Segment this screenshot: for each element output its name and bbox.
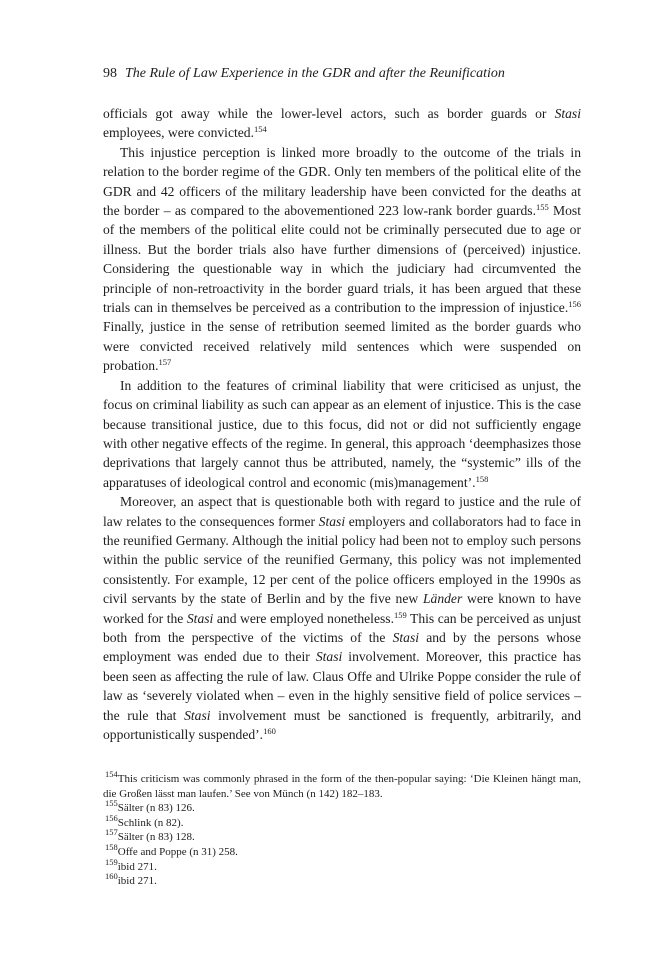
footnote-number: 158 [105,841,118,852]
running-title: The Rule of Law Experience in the GDR and after the Reunification [125,66,505,81]
italic-term: Stasi [184,707,211,723]
footnote-text: Offe and Poppe (n 31) 258. [117,845,238,858]
footnote-ref[interactable]: 154 [253,124,267,135]
footnote-text: ibid 271. [117,875,157,888]
italic-term: Stasi [318,513,346,529]
text-span: and were employed nonetheless. [213,610,394,626]
footnote-number: 154 [105,769,118,779]
footnote-text: This criticism was commonly phrased in the form of the then-popular saying: ‘Die Kleinen hängt man, die Großen lässt man laufen.’ See von Münch (n 142) 182–183. [103,773,581,800]
footnote-number: 159 [105,856,118,867]
footnote-156 [103,812,581,831]
footnote-number: 160 [105,871,118,882]
italic-term: Stasi [392,629,420,645]
footnote-ref[interactable]: 155 [535,202,549,213]
text-span: were known to have worked for the [103,591,581,626]
running-head [103,66,583,82]
text-span: This can be perceived as unjust both from the perspective of the victims of the [103,610,581,645]
footnote-number: 155 [105,798,118,809]
footnote-number: 156 [105,812,118,823]
footnote-text: Schlink (n 82). [117,816,184,829]
footnote-number: 157 [105,827,118,838]
footnote-155 [103,798,581,816]
text-span: Moreover, an aspect that is questionable both with regard to justice and the rule of law relates to the consequences former [103,494,581,529]
footnote-ref[interactable]: 157 [158,357,172,368]
italic-term: Stasi [186,610,214,626]
footnote-text: Sälter (n 83) 126. [117,802,195,815]
text-span: employees, were convicted. [103,125,254,141]
footnote-158 [103,841,581,860]
text-span: Most of the members of the political elite could not be criminally persecuted due to age or illness. But the border trials also have further dimensions of (perceived) injustice. Considering the questionable way in which the judiciary had circumvented the principle of non-retroactivity in the border guard trials, it has been argued that these trials can in themselves be perceived as a contribution to the impression of injustice. [103,203,581,316]
footnote-ref[interactable]: 156 [568,299,581,310]
text-span: involvement. Moreover, this practice has been seen as affecting the rule of law. Claus Offe and Ulrike Poppe consider the rule of law as ‘severely violated when – even in the highly sensitive field of police services – the rule that [103,649,581,723]
italic-term: Stasi [554,106,581,121]
footnote-ref[interactable]: 158 [475,473,489,484]
footnote-154 [103,769,581,801]
text-span: officials got away while the lower-level actors, such as border guards or [103,106,555,121]
footnote-text: ibid 271. [117,860,157,873]
footnote-159 [103,856,581,875]
page-number: 98 [103,66,117,81]
footnote-160 [103,871,581,889]
text-span: and by the persons whose employment was ended due to their [103,629,581,665]
text-span: Finally, justice in the sense of retribution seemed limited as the border guards who were convicted received relatively mild sentences which were suspended on probation. [103,319,581,374]
text-span: This injustice perception is linked more broadly to the outcome of the trials in relation to the border regime of the GDR. Only ten members of the political elite of the GDR and 42 officers of the military leadership have been convicted for the deaths at the border – as compared to the abovementioned 223 low-rank border guards. [103,144,581,219]
footnote-text: Sälter (n 83) 128. [117,831,195,844]
paragraph-4 [103,492,581,744]
text-span: involvement must be sanctioned is frequently, arbitrarily, and opportunistically suspended’. [103,707,581,742]
text-span: employers and collaborators had to face in the reunified Germany. Although the initial policy had been not to employ such persons within the public service of the reunified Germany, this policy was not implemented consistently. For example, 12 per cent of the police officers employed in the 1990s as civil servants by the state of Berlin and by the five new [103,513,582,607]
paragraph-2 [103,143,581,376]
paragraph-3 [103,376,581,492]
footnotes [103,769,581,889]
footnote-ref[interactable]: 160 [263,726,276,736]
footnote-157 [103,827,581,845]
body-text [103,104,581,744]
footnote-ref[interactable]: 159 [393,609,407,620]
italic-term: Stasi [315,649,343,665]
paragraph-1 [103,104,581,143]
italic-term: Länder [422,591,463,607]
text-span: In addition to the features of criminal liability that were criticised as unjust, the focus on criminal liability as such can appear as an element of injustice. This is the case because transitional justice, due to this focus, did not or did not sufficiently engage with other negative effects of the regime. In general, this approach ‘deemphasizes those deprivations that largely cannot thus be attributed, namely, the “systemic” ills of the apparatuses of ideological control and economic (mis)management’. [103,377,581,490]
